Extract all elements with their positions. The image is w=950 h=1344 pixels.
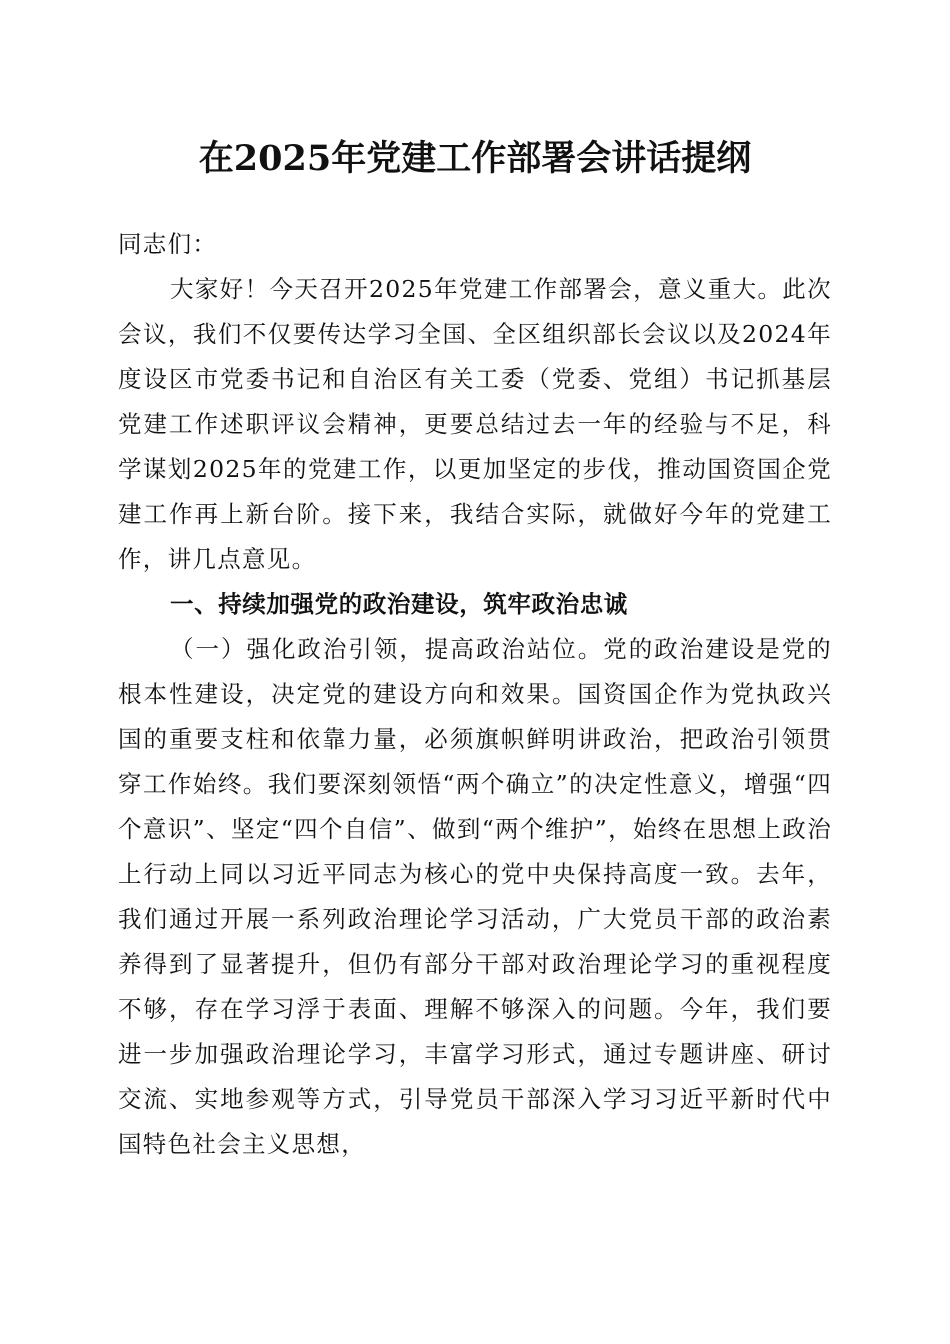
intro-paragraph: 大家好！今天召开2025年党建工作部署会，意义重大。此次会议，我们不仅要传达学习全国、全区组织部长会议以及2024年度设区市党委书记和自治区有关工委（党委、党组）书记抓基层党建工作述职评议会精神，更要总结过去一年的经验与不足，科学谋划2025年的党建工作，以更加坚定的步伐，推动国资国企党建工作再上新台阶。接下来，我结合实际，就做好今年的党建工作，讲几点意见。	[118, 275, 832, 573]
subsection-paragraph: （一）强化政治引领，提高政治站位。党的政治建设是党的根本性建设，决定党的建设方向和效果。国资国企作为党执政兴国的重要支柱和依靠力量，必须旗帜鲜明讲政治，把政治引领贯穿工作始终。我们要深刻领悟“两个确立”的决定性意义，增强“四个意识”、坚定“四个自信”、做到“两个维护”，始终在思想上政治上行动上同以习近平同志为核心的党中央保持高度一致。去年，我们通过开展一系列政治理论学习活动，广大党员干部的政治素养得到了显著提升，但仍有部分干部对政治理论学习的重视程度不够，存在学习浮于表面、理解不够深入的问题。今年，我们要进一步加强政治理论学习，丰富学习形式，通过专题讲座、研讨交流、实地参观等方式，引导党员干部深入学习习近平新时代中国特色社会主义思想，	[118, 635, 832, 1158]
section-heading: 一、持续加强党的政治建设，筑牢政治忠诚	[170, 590, 628, 618]
document-title: 在2025年党建工作部署会讲话提纲	[198, 138, 752, 179]
document-body	[118, 222, 832, 1167]
salutation: 同志们：	[118, 230, 218, 258]
